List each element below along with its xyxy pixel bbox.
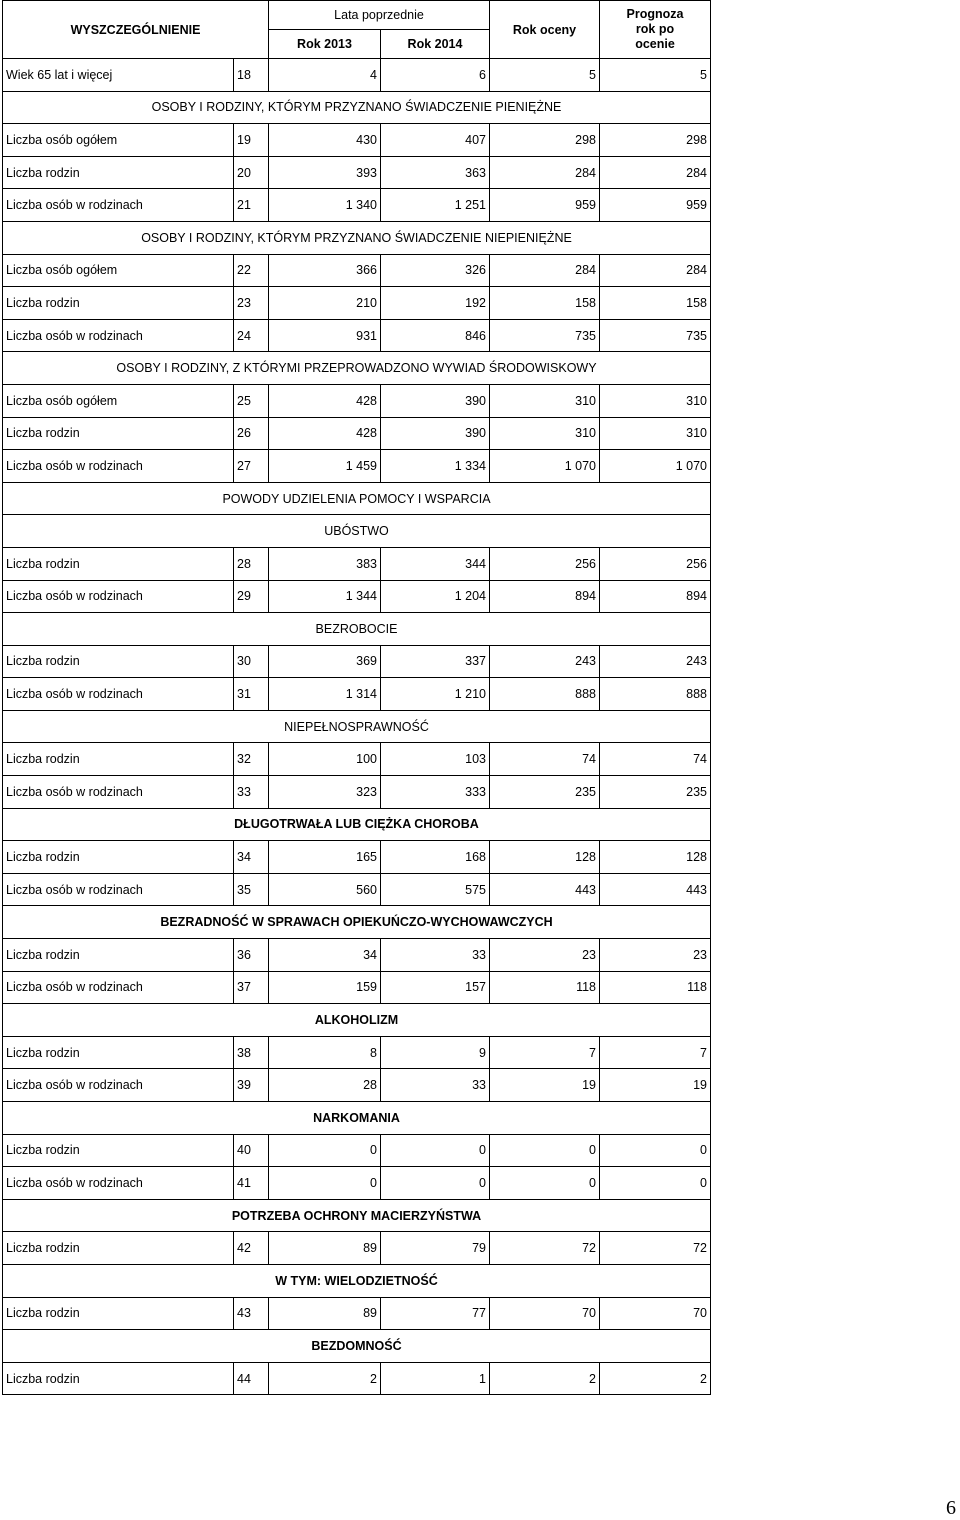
row-number: 44	[234, 1362, 269, 1395]
section-title: NIEPEŁNOSPRAWNOŚĆ	[3, 710, 711, 743]
value-2014: 333	[381, 776, 490, 809]
row-label: Liczba osób w rodzinach	[3, 189, 234, 222]
value-2013: 159	[269, 971, 381, 1004]
value-forecast: 298	[600, 124, 711, 157]
row-number: 40	[234, 1134, 269, 1167]
value-forecast: 5	[600, 59, 711, 92]
value-forecast: 256	[600, 547, 711, 580]
value-forecast: 0	[600, 1134, 711, 1167]
section-row	[3, 613, 711, 646]
section-row	[3, 352, 711, 385]
row-number: 42	[234, 1232, 269, 1265]
value-forecast: 959	[600, 189, 711, 222]
value-assess-year: 284	[490, 156, 600, 189]
table-row	[3, 1297, 711, 1330]
row-number: 23	[234, 287, 269, 320]
row-number: 22	[234, 254, 269, 287]
table-row	[3, 678, 711, 711]
value-assess-year: 298	[490, 124, 600, 157]
page-number: 6	[946, 1497, 956, 1519]
value-assess-year: 959	[490, 189, 600, 222]
table-row	[3, 59, 711, 92]
table-row	[3, 319, 711, 352]
value-2014: 79	[381, 1232, 490, 1265]
row-label: Liczba osób w rodzinach	[3, 580, 234, 613]
value-assess-year: 74	[490, 743, 600, 776]
section-title: OSOBY I RODZINY, KTÓRYM PRZYZNANO ŚWIADCZENIE PIENIĘŻNE	[3, 91, 711, 124]
value-2013: 2	[269, 1362, 381, 1395]
table-row	[3, 1232, 711, 1265]
table-header	[3, 1, 711, 59]
row-label: Liczba rodzin	[3, 1036, 234, 1069]
value-2014: 0	[381, 1167, 490, 1200]
value-forecast: 235	[600, 776, 711, 809]
row-label: Liczba osób w rodzinach	[3, 971, 234, 1004]
row-label: Liczba rodzin	[3, 417, 234, 450]
row-label: Liczba rodzin	[3, 1134, 234, 1167]
value-2014: 6	[381, 59, 490, 92]
row-label: Liczba rodzin	[3, 547, 234, 580]
table-row	[3, 841, 711, 874]
row-number: 43	[234, 1297, 269, 1330]
value-forecast: 888	[600, 678, 711, 711]
value-assess-year: 443	[490, 873, 600, 906]
value-forecast: 118	[600, 971, 711, 1004]
section-row	[3, 515, 711, 548]
value-assess-year: 0	[490, 1167, 600, 1200]
row-number: 26	[234, 417, 269, 450]
section-row	[3, 1102, 711, 1135]
value-assess-year: 0	[490, 1134, 600, 1167]
value-assess-year: 70	[490, 1297, 600, 1330]
header-year-2013: Rok 2013	[269, 30, 381, 59]
value-assess-year: 128	[490, 841, 600, 874]
value-forecast: 284	[600, 254, 711, 287]
row-number: 35	[234, 873, 269, 906]
value-assess-year: 310	[490, 384, 600, 417]
value-2014: 157	[381, 971, 490, 1004]
value-assess-year: 7	[490, 1036, 600, 1069]
value-2014: 168	[381, 841, 490, 874]
value-2014: 192	[381, 287, 490, 320]
table-row	[3, 1036, 711, 1069]
value-2013: 560	[269, 873, 381, 906]
table-row	[3, 124, 711, 157]
value-2013: 210	[269, 287, 381, 320]
section-title: OSOBY I RODZINY, KTÓRYM PRZYZNANO ŚWIADCZENIE NIEPIENIĘŻNE	[3, 221, 711, 254]
row-number: 31	[234, 678, 269, 711]
value-2014: 390	[381, 417, 490, 450]
section-title: BEZRADNOŚĆ W SPRAWACH OPIEKUŃCZO-WYCHOWAWCZYCH	[3, 906, 711, 939]
section-title: OSOBY I RODZINY, Z KTÓRYMI PRZEPROWADZONO WYWIAD ŚRODOWISKOWY	[3, 352, 711, 385]
value-forecast: 243	[600, 645, 711, 678]
section-title: UBÓSTWO	[3, 515, 711, 548]
value-2013: 89	[269, 1232, 381, 1265]
value-2014: 77	[381, 1297, 490, 1330]
value-forecast: 894	[600, 580, 711, 613]
value-forecast: 19	[600, 1069, 711, 1102]
value-2013: 1 314	[269, 678, 381, 711]
header-forecast: Prognoza rok po ocenie	[600, 1, 711, 59]
row-label: Liczba rodzin	[3, 156, 234, 189]
value-assess-year: 1 070	[490, 450, 600, 483]
section-title: DŁUGOTRWAŁA LUB CIĘŻKA CHOROBA	[3, 808, 711, 841]
section-row	[3, 91, 711, 124]
row-number: 36	[234, 939, 269, 972]
table-row	[3, 776, 711, 809]
table-row	[3, 939, 711, 972]
section-title: POWODY UDZIELENIA POMOCY I WSPARCIA	[3, 482, 711, 515]
value-assess-year: 735	[490, 319, 600, 352]
row-number: 18	[234, 59, 269, 92]
value-2013: 8	[269, 1036, 381, 1069]
value-2014: 1 204	[381, 580, 490, 613]
value-forecast: 735	[600, 319, 711, 352]
value-2013: 34	[269, 939, 381, 972]
section-row	[3, 1264, 711, 1297]
value-forecast: 70	[600, 1297, 711, 1330]
value-assess-year: 256	[490, 547, 600, 580]
row-number: 24	[234, 319, 269, 352]
value-2014: 33	[381, 1069, 490, 1102]
value-assess-year: 310	[490, 417, 600, 450]
value-2014: 575	[381, 873, 490, 906]
value-2014: 103	[381, 743, 490, 776]
header-prev-years: Lata poprzednie	[269, 1, 490, 30]
section-row	[3, 221, 711, 254]
row-number: 25	[234, 384, 269, 417]
header-year-2014: Rok 2014	[381, 30, 490, 59]
row-number: 29	[234, 580, 269, 613]
row-label: Liczba osób ogółem	[3, 384, 234, 417]
value-2013: 383	[269, 547, 381, 580]
table-row	[3, 254, 711, 287]
row-number: 32	[234, 743, 269, 776]
row-number: 20	[234, 156, 269, 189]
section-row	[3, 1199, 711, 1232]
row-label: Liczba rodzin	[3, 1232, 234, 1265]
section-title: W TYM: WIELODZIETNOŚĆ	[3, 1264, 711, 1297]
value-assess-year: 5	[490, 59, 600, 92]
row-label: Liczba osób w rodzinach	[3, 678, 234, 711]
row-label: Liczba rodzin	[3, 1362, 234, 1395]
value-2014: 1	[381, 1362, 490, 1395]
value-2014: 0	[381, 1134, 490, 1167]
section-title: BEZDOMNOŚĆ	[3, 1330, 711, 1363]
value-forecast: 1 070	[600, 450, 711, 483]
value-2014: 390	[381, 384, 490, 417]
row-number: 30	[234, 645, 269, 678]
value-assess-year: 894	[490, 580, 600, 613]
value-2014: 407	[381, 124, 490, 157]
header-col-label: WYSZCZEGÓLNIENIE	[3, 1, 269, 59]
table-row	[3, 580, 711, 613]
row-label: Liczba rodzin	[3, 743, 234, 776]
table-row	[3, 287, 711, 320]
value-assess-year: 2	[490, 1362, 600, 1395]
value-2013: 100	[269, 743, 381, 776]
value-2013: 165	[269, 841, 381, 874]
value-forecast: 7	[600, 1036, 711, 1069]
value-2014: 363	[381, 156, 490, 189]
value-2013: 931	[269, 319, 381, 352]
row-label: Liczba osób w rodzinach	[3, 450, 234, 483]
row-number: 38	[234, 1036, 269, 1069]
table-row	[3, 1167, 711, 1200]
row-number: 33	[234, 776, 269, 809]
section-row	[3, 710, 711, 743]
table-row	[3, 873, 711, 906]
table-row	[3, 1069, 711, 1102]
statistics-table	[2, 0, 711, 1395]
section-title: ALKOHOLIZM	[3, 1004, 711, 1037]
value-assess-year: 19	[490, 1069, 600, 1102]
table-row	[3, 547, 711, 580]
value-forecast: 128	[600, 841, 711, 874]
row-label: Liczba rodzin	[3, 841, 234, 874]
row-number: 28	[234, 547, 269, 580]
row-label: Liczba rodzin	[3, 939, 234, 972]
table-row	[3, 743, 711, 776]
table-row	[3, 417, 711, 450]
value-2014: 344	[381, 547, 490, 580]
table-row	[3, 156, 711, 189]
row-label: Liczba osób ogółem	[3, 124, 234, 157]
value-2013: 323	[269, 776, 381, 809]
value-forecast: 284	[600, 156, 711, 189]
section-row	[3, 1330, 711, 1363]
table-row	[3, 384, 711, 417]
table-row	[3, 450, 711, 483]
row-label: Liczba osób w rodzinach	[3, 1167, 234, 1200]
value-2014: 1 334	[381, 450, 490, 483]
row-label: Liczba osób ogółem	[3, 254, 234, 287]
value-forecast: 310	[600, 384, 711, 417]
value-assess-year: 158	[490, 287, 600, 320]
section-row	[3, 808, 711, 841]
value-forecast: 310	[600, 417, 711, 450]
value-2014: 1 251	[381, 189, 490, 222]
row-label: Liczba osób w rodzinach	[3, 319, 234, 352]
row-number: 27	[234, 450, 269, 483]
table-row	[3, 645, 711, 678]
table-row	[3, 971, 711, 1004]
value-forecast: 443	[600, 873, 711, 906]
value-2013: 366	[269, 254, 381, 287]
value-forecast: 72	[600, 1232, 711, 1265]
row-number: 39	[234, 1069, 269, 1102]
value-2013: 393	[269, 156, 381, 189]
value-forecast: 74	[600, 743, 711, 776]
table-row	[3, 1134, 711, 1167]
value-2014: 337	[381, 645, 490, 678]
value-2013: 1 459	[269, 450, 381, 483]
header-assess-year: Rok oceny	[490, 1, 600, 59]
value-assess-year: 23	[490, 939, 600, 972]
row-number: 37	[234, 971, 269, 1004]
section-title: NARKOMANIA	[3, 1102, 711, 1135]
value-2013: 1 340	[269, 189, 381, 222]
value-assess-year: 888	[490, 678, 600, 711]
value-2013: 430	[269, 124, 381, 157]
value-2014: 9	[381, 1036, 490, 1069]
value-2013: 89	[269, 1297, 381, 1330]
value-forecast: 2	[600, 1362, 711, 1395]
value-2013: 1 344	[269, 580, 381, 613]
row-label: Liczba rodzin	[3, 1297, 234, 1330]
row-number: 34	[234, 841, 269, 874]
section-title: POTRZEBA OCHRONY MACIERZYŃSTWA	[3, 1199, 711, 1232]
value-forecast: 0	[600, 1167, 711, 1200]
value-2014: 326	[381, 254, 490, 287]
value-2013: 369	[269, 645, 381, 678]
value-2013: 428	[269, 384, 381, 417]
table-row	[3, 189, 711, 222]
row-label: Liczba osób w rodzinach	[3, 776, 234, 809]
section-row	[3, 482, 711, 515]
value-assess-year: 235	[490, 776, 600, 809]
row-label: Liczba osób w rodzinach	[3, 873, 234, 906]
value-2014: 33	[381, 939, 490, 972]
section-row	[3, 906, 711, 939]
value-2014: 1 210	[381, 678, 490, 711]
value-assess-year: 243	[490, 645, 600, 678]
value-forecast: 23	[600, 939, 711, 972]
row-label: Liczba rodzin	[3, 645, 234, 678]
row-label: Liczba osób w rodzinach	[3, 1069, 234, 1102]
row-number: 41	[234, 1167, 269, 1200]
value-forecast: 158	[600, 287, 711, 320]
table-body	[3, 59, 711, 1395]
value-2014: 846	[381, 319, 490, 352]
row-label: Liczba rodzin	[3, 287, 234, 320]
section-title: BEZROBOCIE	[3, 613, 711, 646]
table-row	[3, 1362, 711, 1395]
value-2013: 428	[269, 417, 381, 450]
value-2013: 4	[269, 59, 381, 92]
row-label: Wiek 65 lat i więcej	[3, 59, 234, 92]
row-number: 21	[234, 189, 269, 222]
value-assess-year: 284	[490, 254, 600, 287]
value-2013: 0	[269, 1134, 381, 1167]
value-2013: 28	[269, 1069, 381, 1102]
value-assess-year: 118	[490, 971, 600, 1004]
value-2013: 0	[269, 1167, 381, 1200]
row-number: 19	[234, 124, 269, 157]
value-assess-year: 72	[490, 1232, 600, 1265]
section-row	[3, 1004, 711, 1037]
